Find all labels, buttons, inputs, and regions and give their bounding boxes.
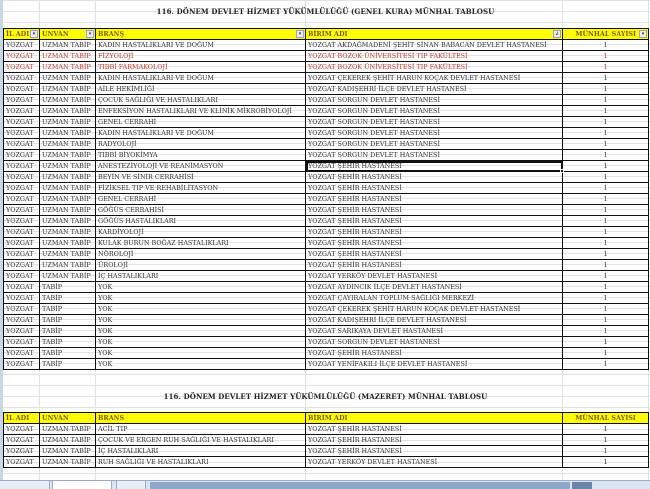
cell-il-adi[interactable]: YOZGAT <box>4 271 40 282</box>
cell-munhal-sayisi[interactable]: 1 <box>563 348 649 359</box>
cell-brans[interactable]: ENFEKSİYON HASTALIKLARI VE KLİNİK MİKROBİYOLOJİ <box>96 106 306 117</box>
table-row <box>4 337 649 348</box>
table-row <box>4 249 649 260</box>
cell-il-adi[interactable]: YOZGAT <box>4 282 40 293</box>
cell-birim-adi[interactable]: YOZGAT SARIKAYA DEVLET HASTANESİ <box>306 326 563 337</box>
cell-brans[interactable]: FİZİKSEL TIP VE REHABİLİTASYON <box>96 183 306 194</box>
cell-unvan[interactable]: TABİP <box>40 293 96 304</box>
table-row <box>4 315 649 326</box>
cell-birim-adi[interactable]: YOZGAT KADIŞEHRİ İLÇE DEVLET HASTANESİ <box>306 315 563 326</box>
cell-unvan[interactable]: UZMAN TABİP <box>40 216 96 227</box>
cell-birim-adi[interactable]: YOZGAT YERKÖY DEVLET HASTANESİ <box>306 271 563 282</box>
cell-birim-adi[interactable]: YOZGAT ŞEHİR HASTANESİ <box>306 205 563 216</box>
cell-unvan[interactable]: UZMAN TABİP <box>40 238 96 249</box>
header-il-adi[interactable] <box>4 29 40 40</box>
cell-unvan[interactable]: UZMAN TABİP <box>40 161 96 172</box>
scrollbar-splitter[interactable] <box>572 482 592 489</box>
header-munhal-sayisi[interactable]: MÜNHAL SAYISI <box>563 413 649 424</box>
table-row <box>4 205 649 216</box>
table2-header-row <box>4 413 649 424</box>
table-row <box>4 348 649 359</box>
cell-il-adi[interactable]: YOZGAT <box>4 424 40 435</box>
cell-brans[interactable]: TIBBİ BİYOKİMYA <box>96 150 306 161</box>
cell-munhal-sayisi[interactable]: 1 <box>563 326 649 337</box>
cell-il-adi[interactable]: YOZGAT <box>4 183 40 194</box>
cell-unvan[interactable]: TABİP <box>40 348 96 359</box>
table-row <box>4 62 649 73</box>
cell-il-adi[interactable]: YOZGAT <box>4 359 40 370</box>
cell-brans[interactable]: RADYOLOJİ <box>96 139 306 150</box>
filter-active-icon[interactable]: ↲ <box>554 31 560 37</box>
cell-il-adi[interactable]: YOZGAT <box>4 337 40 348</box>
cell-il-adi[interactable]: YOZGAT <box>4 51 40 62</box>
table-row <box>4 457 649 468</box>
table1-genel-kura <box>3 28 649 370</box>
cell-munhal-sayisi[interactable]: 1 <box>563 51 649 62</box>
insert-sheet-icon[interactable] <box>116 481 146 489</box>
cell-munhal-sayisi[interactable]: 1 <box>563 227 649 238</box>
cell-il-adi[interactable]: YOZGAT <box>4 216 40 227</box>
cell-il-adi[interactable]: YOZGAT <box>4 95 40 106</box>
header-label: BRANŞ <box>98 29 125 38</box>
table1-header-row <box>4 29 649 40</box>
cell-munhal-sayisi[interactable]: 1 <box>563 293 649 304</box>
cell-munhal-sayisi[interactable]: 1 <box>563 435 649 446</box>
cell-munhal-sayisi[interactable]: 1 <box>563 457 649 468</box>
cell-brans[interactable]: GÖĞÜS CERRAHİSİ <box>96 205 306 216</box>
filter-dropdown-icon[interactable]: ▾ <box>296 30 304 38</box>
cell-il-adi[interactable]: YOZGAT <box>4 457 40 468</box>
cell-birim-adi[interactable]: YOZGAT SORGUN DEVLET HASTANESİ <box>306 150 563 161</box>
table-row <box>4 216 649 227</box>
cell-il-adi[interactable]: YOZGAT <box>4 117 40 128</box>
cell-birim-adi[interactable]: YOZGAT KADIŞEHRİ İLÇE DEVLET HASTANESİ <box>306 84 563 95</box>
cell-birim-adi[interactable]: YOZGAT ÇEKEREK ŞEHİT HARUN KOÇAK DEVLET HASTANESİ <box>306 304 563 315</box>
cell-munhal-sayisi[interactable]: 1 <box>563 161 649 172</box>
table-row <box>4 150 649 161</box>
cell-brans[interactable]: AİLE HEKİMLİĞİ <box>96 84 306 95</box>
cell-munhal-sayisi[interactable]: 1 <box>563 194 649 205</box>
table1-title: 116. DÖNEM DEVLET HİZMET YÜKÜMLÜLÜĞÜ (GENEL KURA) MÜNHAL TABLOSU <box>156 7 495 16</box>
cell-birim-adi[interactable]: YOZGAT SORGUN DEVLET HASTANESİ <box>306 128 563 139</box>
cell-il-adi[interactable]: YOZGAT <box>4 40 40 51</box>
table-row <box>4 128 649 139</box>
cell-il-adi[interactable]: YOZGAT <box>4 62 40 73</box>
filter-dropdown-icon[interactable]: ▾ <box>30 30 38 38</box>
cell-birim-adi[interactable]: YOZGAT SORGUN DEVLET HASTANESİ <box>306 139 563 150</box>
header-label: BİRİM ADI <box>308 29 348 38</box>
table-row <box>4 271 649 282</box>
header-brans[interactable] <box>96 29 306 40</box>
cell-il-adi[interactable]: YOZGAT <box>4 194 40 205</box>
cell-birim-adi[interactable]: YOZGAT ŞEHİR HASTANESİ <box>306 216 563 227</box>
filter-dropdown-icon[interactable]: ▾ <box>86 30 94 38</box>
cell-unvan[interactable]: UZMAN TABİP <box>40 271 96 282</box>
header-unvan[interactable]: UNVAN <box>40 413 96 424</box>
cell-unvan[interactable]: UZMAN TABİP <box>40 40 96 51</box>
cell-brans[interactable]: YOK <box>96 348 306 359</box>
cell-munhal-sayisi[interactable]: 1 <box>563 238 649 249</box>
cell-brans[interactable]: KADIN HASTALIKLARI VE DOĞUM <box>96 73 306 84</box>
cell-birim-adi[interactable]: YOZGAT ŞEHİR HASTANESİ <box>306 238 563 249</box>
cell-birim-adi[interactable]: YOZGAT ŞEHİR HASTANESİ <box>306 227 563 238</box>
cell-brans[interactable]: RUH SAĞLIĞI VE HASTALIKLARI <box>96 457 306 468</box>
cell-munhal-sayisi[interactable]: 1 <box>563 73 649 84</box>
cell-il-adi[interactable]: YOZGAT <box>4 205 40 216</box>
cell-unvan[interactable]: TABİP <box>40 337 96 348</box>
table-row <box>4 95 649 106</box>
header-brans[interactable]: BRANS <box>96 413 306 424</box>
cell-il-adi[interactable]: YOZGAT <box>4 73 40 84</box>
cell-munhal-sayisi[interactable]: 1 <box>563 62 649 73</box>
table-row <box>4 359 649 370</box>
cell-brans[interactable]: KARDİYOLOJİ <box>96 227 306 238</box>
cell-brans[interactable]: YOK <box>96 326 306 337</box>
cell-brans[interactable]: YOK <box>96 315 306 326</box>
cell-munhal-sayisi[interactable]: 1 <box>563 205 649 216</box>
cell-munhal-sayisi[interactable]: 1 <box>563 424 649 435</box>
cell-birim-adi[interactable]: YOZGAT SORGUN DEVLET HASTANESİ <box>306 95 563 106</box>
cell-munhal-sayisi[interactable]: 1 <box>563 216 649 227</box>
fill-handle[interactable] <box>560 169 564 173</box>
filter-dropdown-icon[interactable]: ▾ <box>639 30 647 38</box>
cell-munhal-sayisi[interactable]: 1 <box>563 95 649 106</box>
cell-brans[interactable]: YOK <box>96 293 306 304</box>
cell-unvan[interactable]: UZMAN TABİP <box>40 205 96 216</box>
cell-unvan[interactable]: UZMAN TABİP <box>40 446 96 457</box>
cell-brans[interactable]: NÖROLOJİ <box>96 249 306 260</box>
table-row <box>4 424 649 435</box>
cell-munhal-sayisi[interactable]: 1 <box>563 315 649 326</box>
cell-birim-adi[interactable]: YOZGAT SORGUN DEVLET HASTANESİ <box>306 117 563 128</box>
table-row <box>4 260 649 271</box>
cell-unvan[interactable]: UZMAN TABİP <box>40 194 96 205</box>
sheet-tab-bar <box>0 480 650 489</box>
cell-brans[interactable]: YOK <box>96 282 306 293</box>
cell-unvan[interactable]: UZMAN TABİP <box>40 62 96 73</box>
cell-birim-adi[interactable]: YOZGAT ŞEHİR HASTANESİ <box>306 172 563 183</box>
cell-unvan[interactable]: UZMAN TABİP <box>40 117 96 128</box>
selected-cell[interactable]: YOZGAT ŞEHİR HASTANESİ <box>306 161 563 172</box>
cell-birim-adi[interactable]: YOZGAT ŞEHİR HASTANESİ <box>306 446 563 457</box>
cell-unvan[interactable]: TABİP <box>40 282 96 293</box>
sheet-tab-previous[interactable] <box>0 481 50 489</box>
cell-il-adi[interactable]: YOZGAT <box>4 315 40 326</box>
cell-munhal-sayisi[interactable]: 1 <box>563 117 649 128</box>
cell-birim-adi[interactable]: YOZGAT ŞEHİR HASTANESİ <box>306 424 563 435</box>
header-birim-adi[interactable]: BİRİM ADI <box>306 413 563 424</box>
cell-birim-adi[interactable]: YOZGAT YERKÖY DEVLET HASTANESİ <box>306 457 563 468</box>
table-row <box>4 282 649 293</box>
cell-munhal-sayisi[interactable]: 1 <box>563 282 649 293</box>
cell-unvan[interactable]: UZMAN TABİP <box>40 106 96 117</box>
cell-birim-adi[interactable]: YOZGAT AKDAĞMADENİ ŞEHİT SİNAN BABACAN DEVLET HASTANESİ <box>306 40 563 51</box>
cell-il-adi[interactable]: YOZGAT <box>4 84 40 95</box>
cell-brans[interactable]: GENEL CERRAHİ <box>96 194 306 205</box>
cell-munhal-sayisi[interactable]: 1 <box>563 40 649 51</box>
cell-il-adi[interactable]: YOZGAT <box>4 293 40 304</box>
cell-munhal-sayisi[interactable]: 1 <box>563 359 649 370</box>
table-row <box>4 139 649 150</box>
header-label: UNVAN <box>42 29 69 38</box>
cell-birim-adi[interactable]: YOZGAT SORGUN DEVLET HASTANESİ <box>306 106 563 117</box>
cell-brans[interactable]: İÇ HASTALIKLARI <box>96 271 306 282</box>
cell-birim-adi[interactable]: YOZGAT ŞEHİR HASTANESİ <box>306 435 563 446</box>
cell-birim-adi[interactable]: YOZGAT ÇAYIRALAN TOPLUM SAĞLIĞI MERKEZİ <box>306 293 563 304</box>
table-row <box>4 106 649 117</box>
table-row <box>4 117 649 128</box>
cell-unvan[interactable]: UZMAN TABİP <box>40 139 96 150</box>
cell-munhal-sayisi[interactable]: 1 <box>563 84 649 95</box>
cell-birim-adi[interactable]: YOZGAT ŞEHİR HASTANESİ <box>306 194 563 205</box>
horizontal-scrollbar[interactable] <box>150 482 570 489</box>
cell-munhal-sayisi[interactable]: 1 <box>563 249 649 260</box>
cell-brans[interactable]: ACİL TIP <box>96 424 306 435</box>
cell-il-adi[interactable]: YOZGAT <box>4 139 40 150</box>
cell-unvan[interactable]: TABİP <box>40 315 96 326</box>
cell-unvan[interactable]: UZMAN TABİP <box>40 260 96 271</box>
cell-il-adi[interactable]: YOZGAT <box>4 446 40 457</box>
cell-brans[interactable]: FİZYOLOJİ <box>96 51 306 62</box>
cell-il-adi[interactable]: YOZGAT <box>4 128 40 139</box>
cell-munhal-sayisi[interactable]: 1 <box>563 172 649 183</box>
cell-unvan[interactable]: UZMAN TABİP <box>40 150 96 161</box>
cell-unvan[interactable]: UZMAN TABİP <box>40 435 96 446</box>
cell-brans[interactable]: ANESTEZİYOLOJİ VE REANİMASYON <box>96 161 306 172</box>
cell-unvan[interactable]: UZMAN TABİP <box>40 183 96 194</box>
table-row <box>4 73 649 84</box>
cell-birim-adi[interactable]: YOZGAT ŞEHİR HASTANESİ <box>306 348 563 359</box>
table-row <box>4 194 649 205</box>
cell-il-adi[interactable]: YOZGAT <box>4 260 40 271</box>
header-unvan[interactable] <box>40 29 96 40</box>
table2-title: 116. DÖNEM DEVLET HİZMET YÜKÜMLÜLÜĞÜ (MAZERET) MÜNHAL TABLOSU <box>163 392 488 401</box>
table-row <box>4 161 649 172</box>
header-il-adi[interactable]: İL ADI <box>4 413 40 424</box>
table2-mazeret <box>3 412 649 468</box>
cell-il-adi[interactable]: YOZGAT <box>4 435 40 446</box>
table-row <box>4 227 649 238</box>
header-label: İL ADI <box>6 29 30 38</box>
cell-unvan[interactable]: TABİP <box>40 326 96 337</box>
table-row <box>4 446 649 457</box>
cell-unvan[interactable]: TABİP <box>40 304 96 315</box>
cell-birim-adi[interactable]: YOZGAT YENİFAKILI İLÇE DEVLET HASTANESİ <box>306 359 563 370</box>
cell-unvan[interactable]: UZMAN TABİP <box>40 249 96 260</box>
cell-unvan[interactable]: UZMAN TABİP <box>40 227 96 238</box>
table-row <box>4 326 649 337</box>
cell-il-adi[interactable]: YOZGAT <box>4 249 40 260</box>
header-birim-adi[interactable] <box>306 29 563 40</box>
table-row <box>4 51 649 62</box>
table-row <box>4 304 649 315</box>
table-row <box>4 172 649 183</box>
cell-il-adi[interactable]: YOZGAT <box>4 326 40 337</box>
cell-birim-adi[interactable]: YOZGAT BOZOK ÜNİVERSİTESİ TIP FAKÜLTESİ <box>306 51 563 62</box>
cell-unvan[interactable]: UZMAN TABİP <box>40 424 96 435</box>
cell-il-adi[interactable]: YOZGAT <box>4 172 40 183</box>
cell-munhal-sayisi[interactable]: 1 <box>563 139 649 150</box>
cell-il-adi[interactable]: YOZGAT <box>4 304 40 315</box>
cell-birim-adi[interactable]: YOZGAT SORGUN DEVLET HASTANESİ <box>306 337 563 348</box>
cell-il-adi[interactable]: YOZGAT <box>4 106 40 117</box>
header-munhal-sayisi[interactable] <box>563 29 649 40</box>
cell-brans[interactable]: KADIN HASTALIKLARI VE DOĞUM <box>96 128 306 139</box>
cell-munhal-sayisi[interactable]: 1 <box>563 446 649 457</box>
cell-unvan[interactable]: UZMAN TABİP <box>40 73 96 84</box>
cell-brans[interactable]: KULAK BURUN BOĞAZ HASTALIKLARI <box>96 238 306 249</box>
cell-unvan[interactable]: UZMAN TABİP <box>40 172 96 183</box>
cell-brans[interactable]: ÇOCUK VE ERGEN RUH SAĞLIĞI VE HASTALIKLARI <box>96 435 306 446</box>
cell-unvan[interactable]: UZMAN TABİP <box>40 128 96 139</box>
cell-unvan[interactable]: TABİP <box>40 359 96 370</box>
cell-munhal-sayisi[interactable]: 1 <box>563 150 649 161</box>
cell-il-adi[interactable]: YOZGAT <box>4 238 40 249</box>
table-row <box>4 293 649 304</box>
table-row <box>4 183 649 194</box>
cell-birim-adi[interactable]: YOZGAT ŞEHİR HASTANESİ <box>306 260 563 271</box>
cell-unvan[interactable]: UZMAN TABİP <box>40 457 96 468</box>
cell-birim-adi[interactable]: YOZGAT BOZOK ÜNİVERSİTESİ TIP FAKÜLTESİ <box>306 62 563 73</box>
cell-brans[interactable]: YOK <box>96 304 306 315</box>
cell-munhal-sayisi[interactable]: 1 <box>563 106 649 117</box>
table-row <box>4 238 649 249</box>
cell-brans[interactable]: TIBBİ FARMAKOLOJİ <box>96 62 306 73</box>
cell-brans[interactable]: ÇOCUK SAĞLIĞI VE HASTALIKLARI <box>96 95 306 106</box>
cell-munhal-sayisi[interactable]: 1 <box>563 271 649 282</box>
cell-unvan[interactable]: UZMAN TABİP <box>40 51 96 62</box>
cell-brans[interactable]: KADIN HASTALIKLARI VE DOĞUM <box>96 40 306 51</box>
cell-birim-adi[interactable]: YOZGAT ÇEKEREK ŞEHİT HARUN KOÇAK DEVLET HASTANESİ <box>306 73 563 84</box>
table-row <box>4 435 649 446</box>
cell-il-adi[interactable]: YOZGAT <box>4 227 40 238</box>
table-row <box>4 40 649 51</box>
cell-brans[interactable]: GENEL CERRAHİ <box>96 117 306 128</box>
cell-munhal-sayisi[interactable]: 1 <box>563 304 649 315</box>
cell-brans[interactable]: GÖĞÜS HASTALIKLARI <box>96 216 306 227</box>
cell-munhal-sayisi[interactable]: 1 <box>563 128 649 139</box>
cell-birim-adi[interactable]: YOZGAT ŞEHİR HASTANESİ <box>306 183 563 194</box>
table-row <box>4 84 649 95</box>
sheet-tab-active[interactable] <box>52 481 112 489</box>
cell-il-adi[interactable]: YOZGAT <box>4 348 40 359</box>
cell-brans[interactable]: İÇ HASTALIKLARI <box>96 446 306 457</box>
cell-brans[interactable]: YOK <box>96 337 306 348</box>
cell-birim-adi[interactable]: YOZGAT AYDINCIK İLÇE DEVLET HASTANESİ <box>306 282 563 293</box>
cell-birim-adi[interactable]: YOZGAT ŞEHİR HASTANESİ <box>306 249 563 260</box>
cell-unvan[interactable]: UZMAN TABİP <box>40 84 96 95</box>
cell-il-adi[interactable]: YOZGAT <box>4 161 40 172</box>
cell-munhal-sayisi[interactable]: 1 <box>563 260 649 271</box>
cell-unvan[interactable]: UZMAN TABİP <box>40 95 96 106</box>
cell-munhal-sayisi[interactable]: 1 <box>563 183 649 194</box>
header-label: MÜNHAL SAYISI <box>575 29 636 38</box>
cell-brans[interactable]: BEYİN VE SİNİR CERRAHİSİ <box>96 172 306 183</box>
cell-il-adi[interactable]: YOZGAT <box>4 150 40 161</box>
cell-munhal-sayisi[interactable]: 1 <box>563 337 649 348</box>
cell-brans[interactable]: ÜROLOJİ <box>96 260 306 271</box>
cell-brans[interactable]: YOK <box>96 359 306 370</box>
